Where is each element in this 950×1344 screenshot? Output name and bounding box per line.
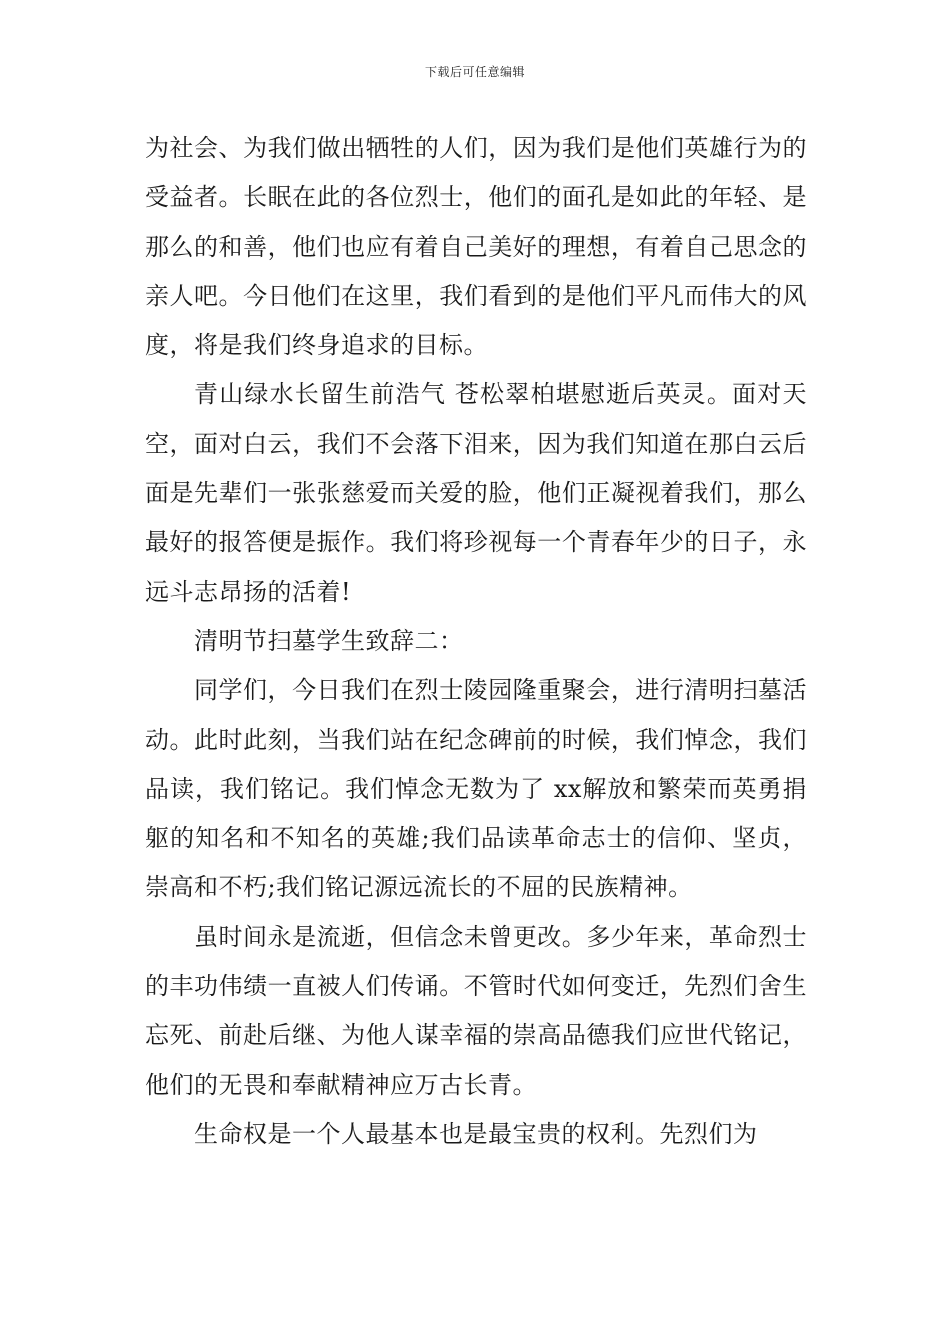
- paragraph-1: 为社会、为我们做出牺牲的人们，因为我们是他们英雄行为的受益者。长眠在此的各位烈士，他们的面孔是如此的年轻、是那么的和善，他们也应有着自己美好的理想，有着自己思念的亲人吧。今日他们在这里，我们看到的是他们平凡而伟大的风度，将是我们终身追求的目标。: [145, 134, 807, 360]
- paragraph-3: 同学们，今日我们在烈士陵园隆重聚会，进行清明扫墓活动。此时此刻，当我们站在纪念碑前的时候，我们悼念，我们品读，我们铭记。我们悼念无数为了 xx解放和繁荣而英勇捐躯的知名和不知名的英雄;我们品读革命志士的信仰、坚贞，崇高和不朽;我们铭记源远流长的不屈的民族精神。: [145, 676, 807, 902]
- paragraph-2: 青山绿水长留生前浩气 苍松翠柏堪慰逝后英灵。面对天空，面对白云，我们不会落下泪来，因为我们知道在那白云后面是先辈们一张张慈爱而关爱的脸，他们正凝视着我们，那么最好的报答便是振作。我们将珍视每一个青春年少的日子，永远斗志昂扬的活着!: [145, 380, 807, 606]
- paragraph-4: 虽时间永是流逝，但信念未曾更改。多少年来，革命烈士的丰功伟绩一直被人们传诵。不管时代如何变迁，先烈们舍生忘死、前赴后继、为他人谋幸福的崇高品德我们应世代铭记，他们的无畏和奉献精神应万古长青。: [145, 922, 807, 1099]
- paragraph-5: 生命权是一个人最基本也是最宝贵的权利。先烈们为: [194, 1119, 758, 1148]
- document-body: [145, 124, 807, 1159]
- section-heading: 清明节扫墓学生致辞二：: [194, 626, 464, 655]
- page-header-note: 下载后可任意编辑: [424, 65, 525, 79]
